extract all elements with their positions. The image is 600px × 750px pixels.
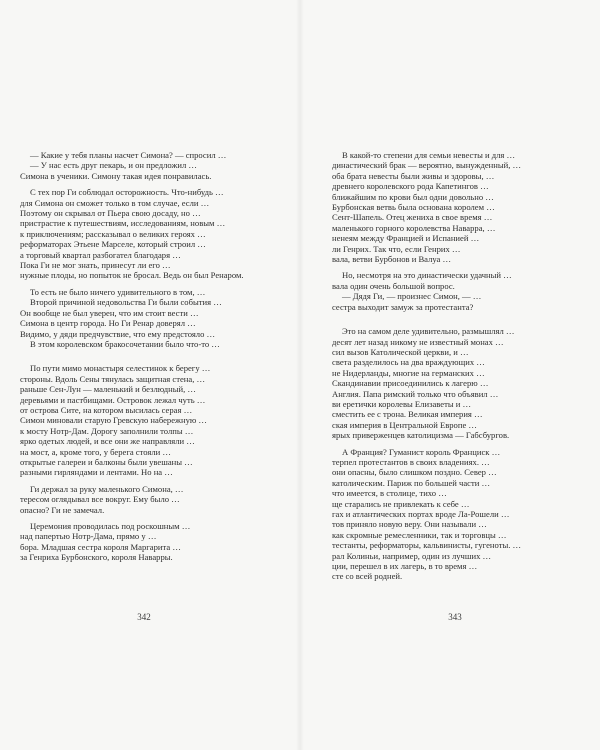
left-paragraph-group [20,287,268,349]
text-line: нужные плоды, но попыток не бросал. Ведь он был Ренаром. [20,270,244,281]
text-line: раньше Сен-Лун — маленький и безлюдный, … [20,384,196,395]
text-line: бора. Младшая сестра короля Маргарита … [20,541,181,552]
text-line: реформаторах Этьене Марселе, который строил … [20,239,206,250]
book-gutter [296,0,304,750]
right-page [332,150,580,582]
text-line: разными гирляндами и лентами. Но на … [20,467,173,478]
text-line: рал Колиньи, например, один из лучших … [332,550,492,561]
text-line: за Генриха Бурбонского, короля Наварры. [20,552,173,563]
text-line: Он вообще не был уверен, что им стоит вести … [20,307,199,318]
text-line: гах и атлантических портах вроде Ла-Рошели … [332,509,510,519]
text-line: В какой-то степени для семьи невесты и для … [342,150,516,160]
text-line: А Франция? Гуманист король Франциск … [342,446,501,457]
text-line: света разделилось на два враждующих … [332,357,485,368]
text-line: не Нидерланды, многие на германских … [332,367,485,378]
right-paragraph-group [332,150,580,264]
text-line: ближайшим по крови был одни довольно … [332,191,494,202]
page-number-left: 342 [137,612,151,622]
text-line: ще старались не привлекать к себе … [332,498,470,509]
text-line: пристрастие к путешествиям, исследованиям, новым … [20,218,226,229]
text-line: династический брак — вероятно, вынужденный, … [332,160,522,171]
text-line: сил вызов Католической церкви, и … [332,346,469,357]
text-line: вала, ветви Бурбонов и Валуа … [332,254,452,265]
text-line: вала один очень большой вопрос. [332,280,455,291]
text-line: от острова Сите, на котором высилась серая … [20,404,193,415]
text-line: Сент-Шапель. Отец жениха в свое время … [332,212,493,223]
text-line: — Дядя Ги, — произнес Симон, — … [342,291,482,302]
text-line: к приключениям; рассказывал о великих героях … [20,228,206,239]
text-line: Второй причиной недовольства Ги были события … [30,297,222,308]
text-line: Поэтому он скрывал от Пьера свою досаду, но … [20,208,201,219]
text-line: древнего королевского рода Капетингов … [332,181,489,192]
text-line: сместить ее с трона. Великая империя … [332,409,483,420]
text-line: на мост, а, кроме того, у берега стояли … [20,446,171,457]
text-line: деревьями и пастбищами. Островок лежал чуть … [20,394,206,405]
text-line: к мосту Нотр-Дам. Дорогу заполнили толпы … [20,425,194,436]
text-line: — У нас есть друг пекарь, и он предложил … [30,160,198,171]
text-line: В этом королевском бракосочетании было что-то … [30,338,220,349]
text-line: То есть не было ничего удивительного в том, … [30,286,206,297]
text-line: открытые галереи и балконы были увешаны … [20,456,193,467]
text-line: ли Генрих. Так что, если Генрих … [332,243,461,254]
text-line: Ги держал за руку маленького Симона, … [30,483,184,494]
text-line: Но, несмотря на это династически удачный … [342,270,512,281]
text-line: как скромные ремесленники, так и торговцы … [332,529,507,540]
right-paragraph-group [332,326,580,440]
text-line: сестра выходит замуж за протестанта? [332,301,474,312]
left-paragraph-group [20,150,268,181]
text-line: ненеям между Францией и Испанией … [332,233,480,244]
text-line: католическим. Париж по большей части … [332,477,491,488]
text-line: тестанты, реформаторы, кальвинисты, гугеноты. … [332,540,522,551]
text-line: Церемония проводилась под роскошным … [30,521,191,531]
text-line: Пока Ги не мог знать, принесут ли его … [20,260,171,271]
text-line: тов приняло новую веру. Они называли … [332,519,487,530]
text-line: они опасны, было слишком поздно. Север … [332,467,497,478]
text-line: опасно? Ги не замечал. [20,504,105,515]
page-number-right: 343 [448,612,462,622]
left-paragraph-group [20,363,268,477]
text-line: оба брата невесты были живы и здоровы, … [332,170,495,181]
text-line: Симон миновали старую Гревскую набережную … [20,415,208,426]
left-paragraph-group [20,521,268,563]
text-line: Видимо, у дяди предчувствие, что ему предстояло … [20,328,216,339]
text-line: С тех пор Ги соблюдал осторожность. Что-нибудь … [30,187,224,198]
text-line: ярых приверженцев католицизма — Габсбургов. [332,430,510,441]
text-line: Симона в ученики. Симону такая идея понравилась. [20,170,212,181]
text-line: сте со всей родней. [332,571,403,582]
text-line: По пути мимо монастыря селестинок к берегу … [30,363,211,374]
text-line: ви еретички королевы Елизаветы и … [332,398,472,409]
text-line: Симона в центр города. Но Ги Ренар доверял … [20,318,196,329]
text-line: ярко одетых людей, и все они же направляли … [20,436,195,447]
right-paragraph-group [332,270,580,312]
text-line: Англия. Папа римский только что объявил … [332,388,499,399]
left-paragraph-group [20,484,268,515]
text-line: над папертью Нотр-Дама, прямо у … [20,531,157,542]
text-line: Скандинавии присоединились к лагерю … [332,378,489,389]
text-line: для Симона он сможет только в том случае, если … [20,197,210,208]
left-paragraph-group [20,187,268,281]
text-line: ская империя в Центральной Европе … [332,419,478,430]
text-line: ции, перешел в их лагерь, в то время … [332,561,478,572]
text-line: а торговый квартал разбогател благодаря … [20,249,181,260]
text-line: тересом оглядывал все вокруг. Ему было … [20,494,180,505]
text-line: — Какие у тебя планы насчет Симона? — спросил … [30,150,227,160]
text-line: Это на самом деле удивительно, размышлял … [342,326,515,337]
text-line: терпел протестантов в своих владениях. … [332,456,490,467]
text-line: Бурбонская ветвь была основана королем … [332,202,495,213]
text-line: стороны. Вдоль Сены тянулась защитная стена, … [20,373,206,384]
text-line: десят лет назад никому не известный монах … [332,336,504,347]
left-page [20,150,268,563]
text-line: что имеется, в столице, тихо … [332,488,447,499]
text-line: маленького горного королевства Наварра, … [332,222,496,233]
right-paragraph-group [332,447,580,582]
